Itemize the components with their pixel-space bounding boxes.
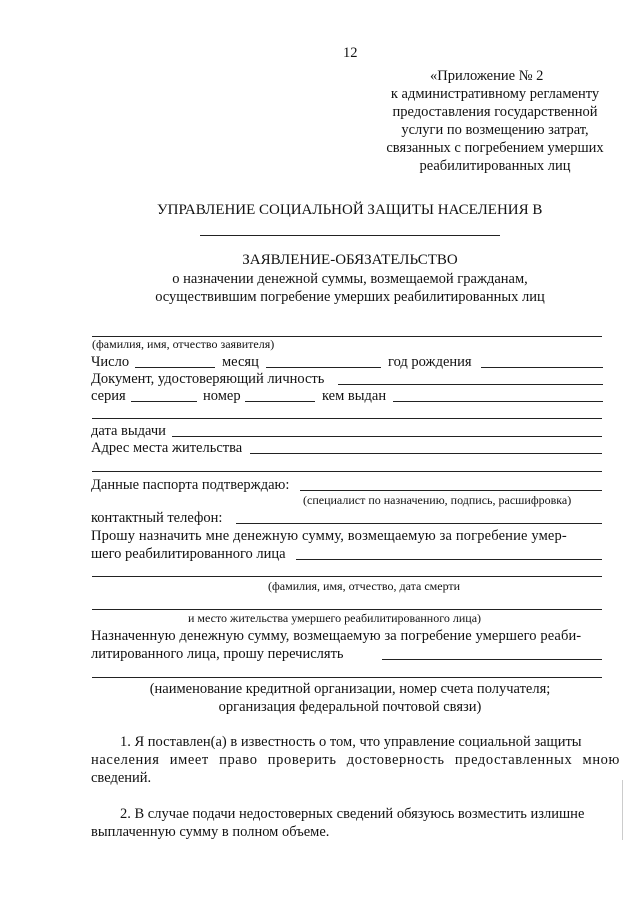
department-line [200,235,500,236]
paragraph-1-line-1: 1. Я поставлен(а) в известность о том, что управление социальной защиты [120,734,582,750]
issued-by-label: кем выдан [322,388,387,404]
bank-line[interactable] [382,659,602,660]
scan-edge-mark [622,780,623,840]
appendix-line: предоставления государственной [392,104,598,120]
passport-confirm-label: Данные паспорта подтверждаю: [91,477,290,493]
page-number: 12 [343,45,358,61]
specialist-caption: (специалист по назначению, подпись, расшифровка) [303,493,572,507]
issue-date-line[interactable] [172,436,602,437]
id-document-line[interactable] [338,384,603,385]
issue-date-label: дата выдачи [91,423,166,439]
form-subtitle: осуществившим погребение умерших реабилитированных лиц [155,289,545,305]
request-line-1: Прошу назначить мне денежную сумму, возмещаемую за погребение умер- [91,528,567,544]
applicant-caption: (фамилия, имя, отчество заявителя) [92,337,275,351]
deceased-caption-2: и место жительства умершего реабилитированного лица) [188,611,482,625]
form-title: ЗАЯВЛЕНИЕ-ОБЯЗАТЕЛЬСТВО [242,252,458,268]
appendix-line: связанных с погребением умерших [386,140,604,156]
day-line[interactable] [135,367,215,368]
appendix-title: «Приложение № 2 [430,68,544,84]
form-subtitle: о назначении денежной суммы, возмещаемой гражданам, [172,271,528,287]
series-label: серия [91,388,126,404]
bank-line-2[interactable] [92,677,602,678]
department-heading: УПРАВЛЕНИЕ СОЦИАЛЬНОЙ ЗАЩИТЫ НАСЕЛЕНИЯ В [157,202,543,218]
transfer-line-2: литированного лица, прошу перечислять [91,646,344,662]
month-line[interactable] [266,367,381,368]
paragraph-1-line-3: сведений. [91,770,152,786]
appendix-line: услуги по возмещению затрат, [401,122,589,138]
id-document-label: Документ, удостоверяющий личность [91,371,325,387]
phone-label: контактный телефон: [91,510,223,526]
paragraph-1-line-2: населения имеет право проверить достоверность предоставленных мною [91,752,620,768]
number-line[interactable] [245,401,315,402]
phone-line[interactable] [236,523,602,524]
birth-year-label: год рождения [388,354,472,370]
address-line[interactable] [250,453,602,454]
series-line[interactable] [131,401,197,402]
address-label: Адрес места жительства [91,440,243,456]
deceased-caption: (фамилия, имя, отчество, дата смерти [268,579,461,593]
appendix-line: к административному регламенту [390,86,600,102]
deceased-name-line[interactable] [296,559,602,560]
month-label: месяц [222,354,259,370]
address-line-2[interactable] [92,471,602,472]
appendix-line: реабилитированных лиц [419,158,571,174]
deceased-name-line-2[interactable] [92,576,602,577]
paragraph-2-line-2: выплаченную сумму в полном объеме. [91,824,330,840]
bank-caption-2: организация федеральной почтовой связи) [218,699,482,715]
transfer-line-1: Назначенную денежную сумму, возмещаемую за погребение умершего реаби- [91,628,582,644]
passport-confirm-line[interactable] [300,490,602,491]
deceased-address-line[interactable] [92,609,602,610]
issued-by-line[interactable] [393,401,603,402]
request-line-2: шего реабилитированного лица [91,546,286,562]
number-label: номер [203,388,241,404]
day-label: Число [91,354,130,370]
issued-by-line-2[interactable] [92,418,602,419]
birth-year-line[interactable] [481,367,603,368]
paragraph-2-line-1: 2. В случае подачи недостоверных сведений обязуюсь возместить излишне [120,806,585,822]
bank-caption-1: (наименование кредитной организации, номер счета получателя; [149,681,551,697]
